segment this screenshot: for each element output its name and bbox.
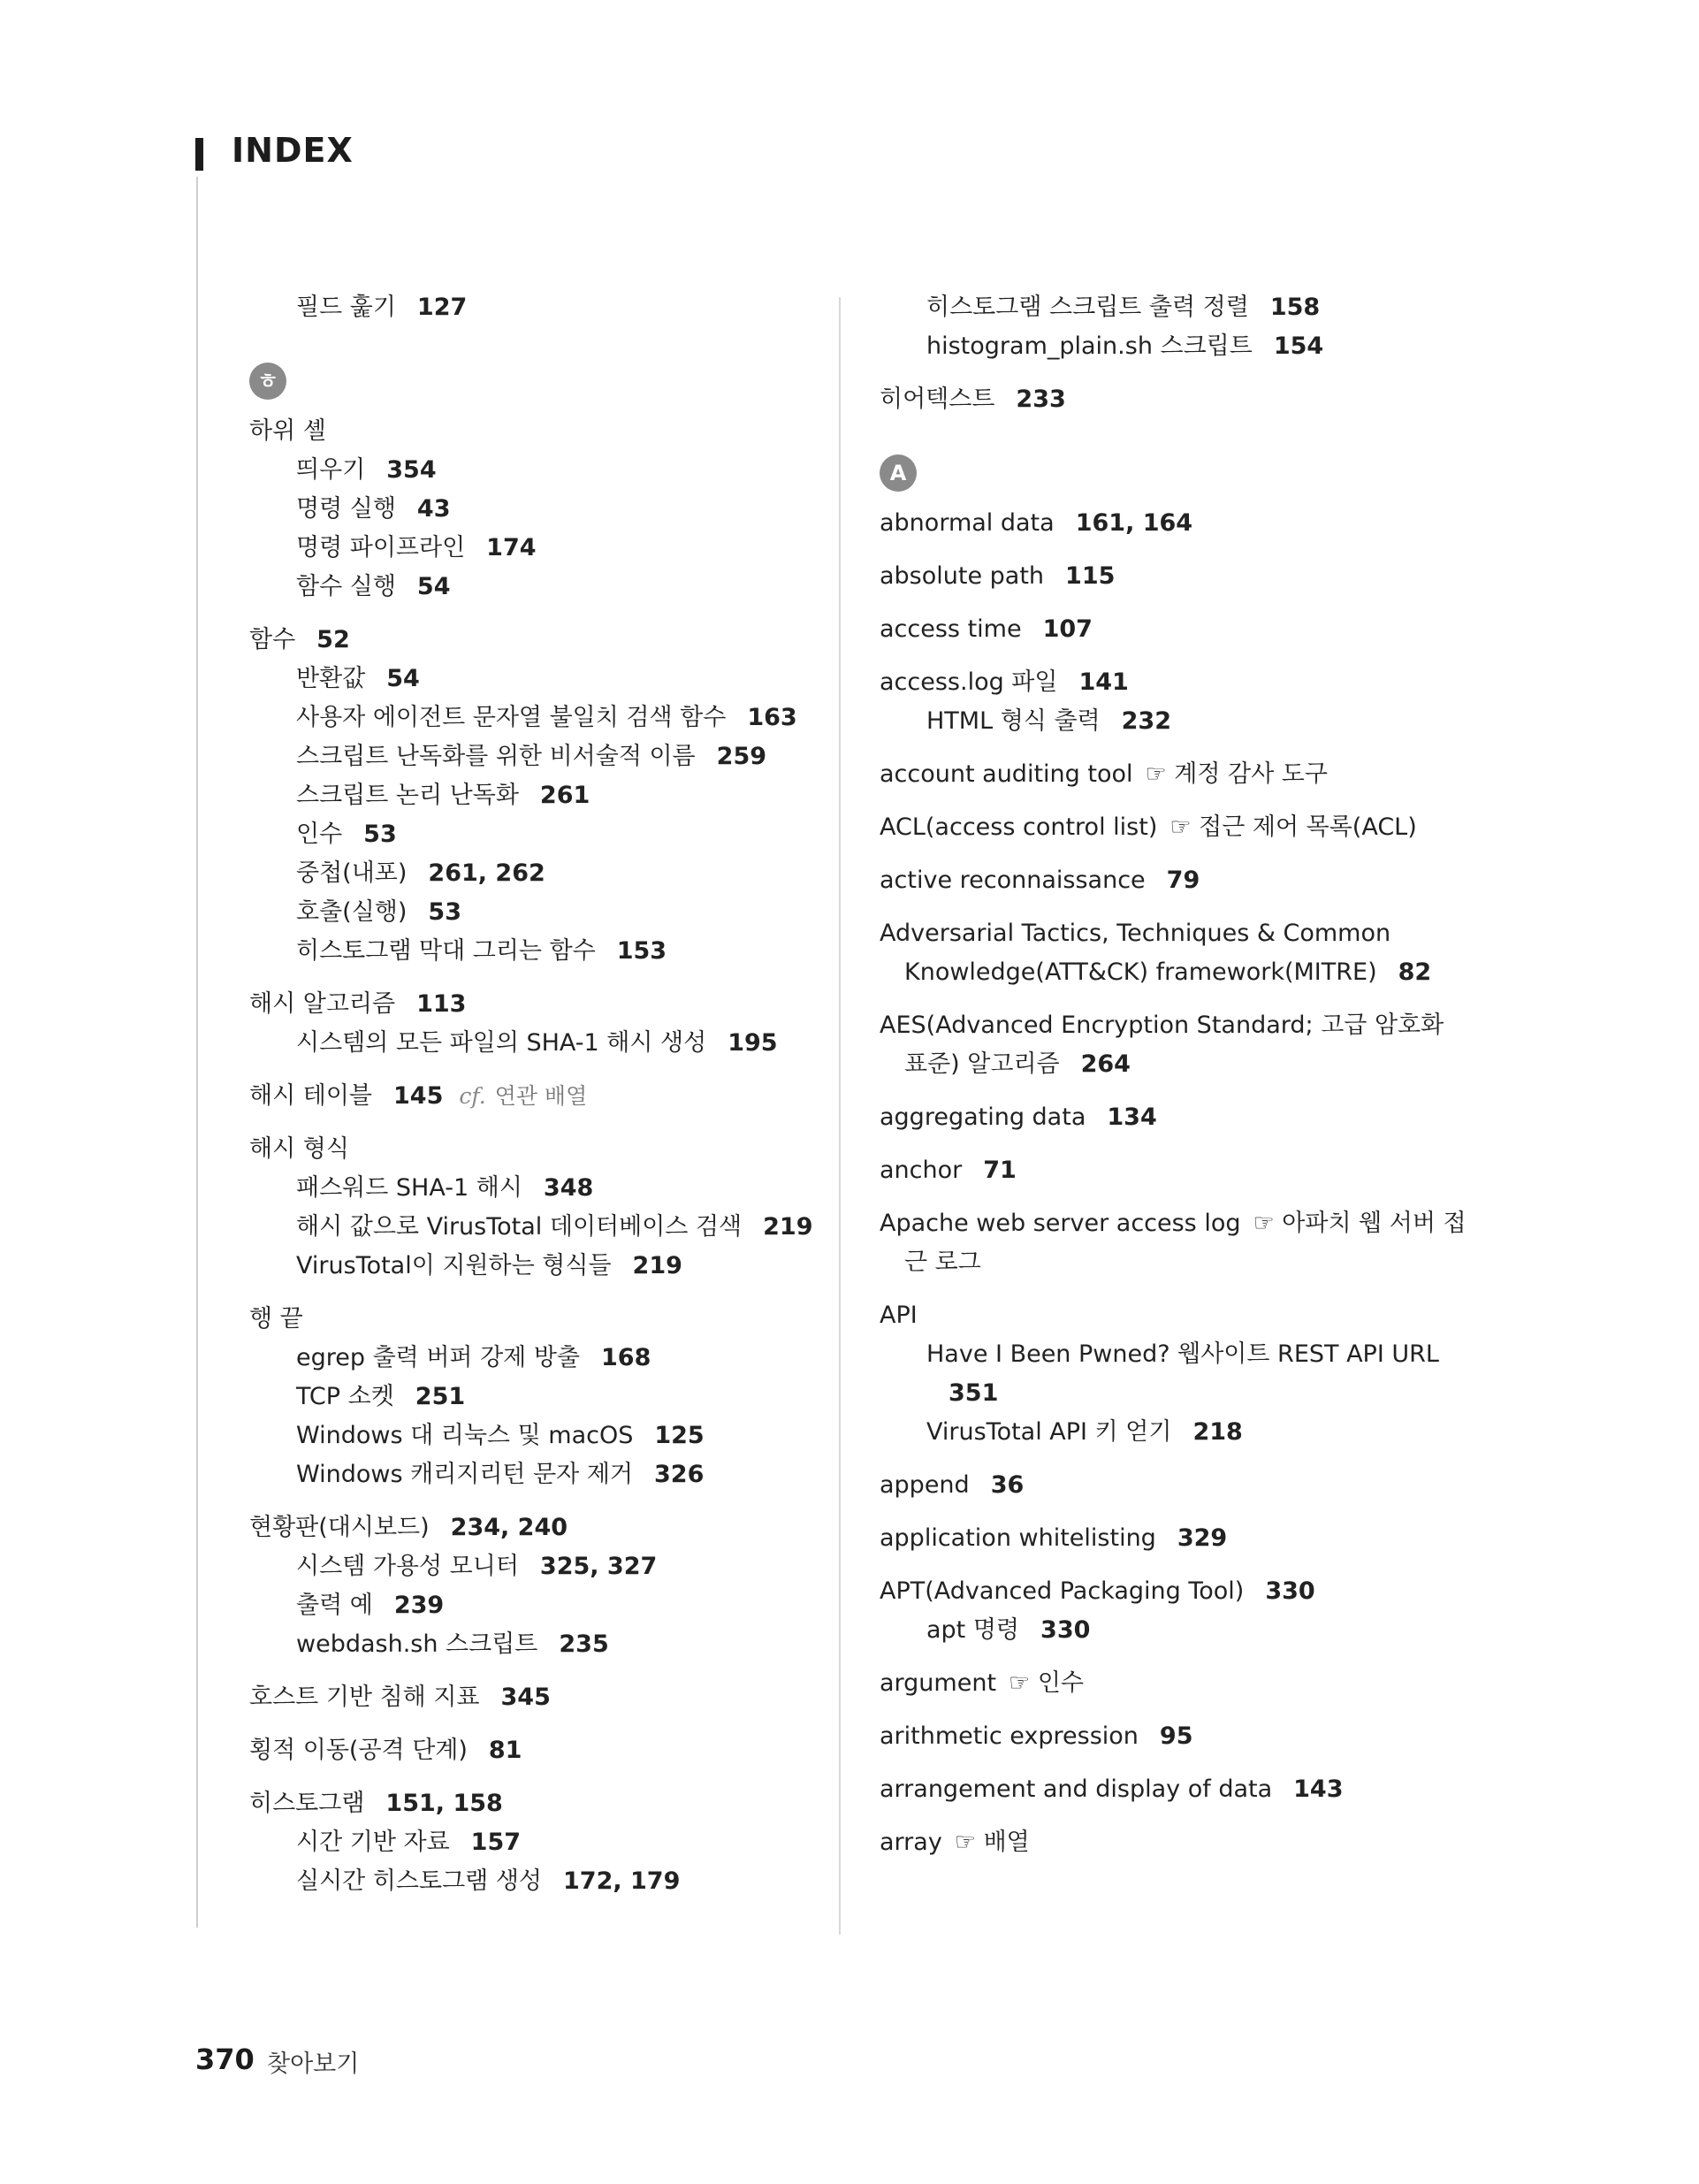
index-entry: abnormal data 161, 164 <box>880 509 1193 537</box>
index-subentry: 히스토그램 막대 그리는 함수 153 <box>296 937 667 965</box>
index-subentry: VirusTotal이 지원하는 형식들 219 <box>296 1252 682 1279</box>
index-subentry: 명령 실행 43 <box>296 495 451 523</box>
index-subentry: Windows 대 리눅스 및 macOS 125 <box>296 1422 705 1449</box>
index-entry: argument ☞ 인수 <box>880 1669 1084 1697</box>
index-subentry: 인수 53 <box>296 821 397 848</box>
index-subentry: 띄우기 354 <box>296 456 437 484</box>
index-subentry: 히스토그램 스크립트 출력 정렬 158 <box>926 294 1321 321</box>
index-column-right <box>880 288 1467 1862</box>
section-letter-badge: A <box>880 454 917 492</box>
index-subentry: 함수 실행 54 <box>296 573 451 600</box>
index-entry: absolute path 115 <box>880 562 1116 590</box>
index-entry: API <box>880 1302 918 1329</box>
index-subentry: webdash.sh 스크립트 235 <box>296 1630 609 1658</box>
index-entry: Adversarial Tactics, Techniques & Common <box>880 920 1391 947</box>
index-entry: arrangement and display of data 143 <box>880 1775 1344 1803</box>
index-entry: Apache web server access log ☞ 아파치 웹 서버 접 <box>880 1210 1467 1237</box>
index-entry: 현황판(대시보드) 234, 240 <box>249 1514 568 1541</box>
index-subentry: 스크립트 논리 난독화 261 <box>296 782 590 809</box>
index-entry: aggregating data 134 <box>880 1103 1157 1131</box>
header-bar <box>195 138 203 171</box>
index-entry: arithmetic expression 95 <box>880 1722 1193 1750</box>
index-subentry: egrep 출력 버퍼 강제 방출 168 <box>296 1344 651 1371</box>
cf-reference: 연관 배열 <box>494 1083 588 1109</box>
index-entry: application whitelisting 329 <box>880 1524 1228 1552</box>
see-reference: ☞ 아파치 웹 서버 접 <box>1253 1210 1467 1237</box>
index-entry: account auditing tool ☞ 계정 감사 도구 <box>880 760 1328 788</box>
index-entry: anchor 71 <box>880 1157 1017 1184</box>
index-subentry: 실시간 히스토그램 생성 172, 179 <box>296 1867 681 1895</box>
index-entry-continuation: Knowledge(ATT&CK) framework(MITRE) 82 <box>904 958 1432 986</box>
index-entry: 횡적 이동(공격 단계) 81 <box>249 1737 522 1764</box>
index-entry: AES(Advanced Encryption Standard; 고급 암호화 <box>880 1012 1444 1039</box>
index-entry-continuation: 근 로그 <box>904 1249 981 1276</box>
see-reference: ☞ 배열 <box>954 1829 1030 1856</box>
index-entry: 함수 52 <box>249 626 350 653</box>
index-subentry: HTML 형식 출력 232 <box>926 707 1172 735</box>
index-entry: 행 끝 <box>249 1305 303 1333</box>
index-entry: ACL(access control list) ☞ 접근 제어 목록(ACL) <box>880 813 1417 841</box>
index-subentry: 사용자 에이전트 문자열 불일치 검색 함수 163 <box>296 704 797 731</box>
see-reference: ☞ 접근 제어 목록(ACL) <box>1169 813 1417 841</box>
index-entry: 해시 테이블 145 cf. 연관 배열 <box>249 1082 588 1110</box>
index-subentry: Windows 캐리지리턴 문자 제거 326 <box>296 1461 705 1488</box>
page-title: INDEX <box>232 131 354 170</box>
column-divider <box>839 297 841 1935</box>
index-entry: 해시 알고리즘 113 <box>249 990 467 1018</box>
index-subentry: 스크립트 난독화를 위한 비서술적 이름 259 <box>296 743 767 770</box>
index-entry: active reconnaissance 79 <box>880 867 1200 894</box>
index-subentry-continuation: 351 <box>949 1379 999 1407</box>
index-entry: APT(Advanced Packaging Tool) 330 <box>880 1577 1315 1605</box>
index-entry: access.log 파일 141 <box>880 668 1129 696</box>
index-entry: 히어텍스트 233 <box>880 386 1066 413</box>
index-subentry: 시스템의 모든 파일의 SHA-1 해시 생성 195 <box>296 1029 778 1057</box>
index-entry: 히스토그램 151, 158 <box>249 1790 503 1817</box>
index-entry: array ☞ 배열 <box>880 1829 1030 1856</box>
index-subentry: histogram_plain.sh 스크립트 154 <box>926 332 1324 360</box>
index-subentry: 반환값 54 <box>296 665 420 692</box>
index-entry-continuation: 표준) 알고리즘 264 <box>904 1050 1131 1078</box>
index-column-left <box>249 288 815 1901</box>
index-subentry: 출력 예 239 <box>296 1592 445 1619</box>
page-number: 370 <box>195 2043 255 2076</box>
index-subentry: 호출(실행) 53 <box>296 898 461 926</box>
index-subentry: Have I Been Pwned? 웹사이트 REST API URL <box>926 1340 1439 1368</box>
index-entry: access time 107 <box>880 615 1093 643</box>
see-reference: ☞ 인수 <box>1009 1669 1084 1697</box>
cf-marker: cf. <box>459 1083 486 1109</box>
index-entry: 하위 셸 <box>249 417 326 445</box>
section-letter-badge: ㅎ <box>249 363 286 400</box>
index-subentry: VirusTotal API 키 얻기 218 <box>926 1418 1243 1446</box>
index-subentry: 중첩(내포) 261, 262 <box>296 859 545 887</box>
index-subentry: 패스워드 SHA-1 해시 348 <box>296 1174 594 1202</box>
index-entry: 호스트 기반 침해 지표 345 <box>249 1684 551 1711</box>
index-subentry: 명령 파이프라인 174 <box>296 534 537 561</box>
index-subentry: apt 명령 330 <box>926 1616 1091 1644</box>
index-entry: append 36 <box>880 1471 1025 1499</box>
index-entry: 해시 형식 <box>249 1135 349 1163</box>
index-subentry: TCP 소켓 251 <box>296 1383 466 1410</box>
see-reference: ☞ 계정 감사 도구 <box>1145 760 1328 788</box>
footer-label: 찾아보기 <box>267 2050 360 2078</box>
index-subentry: 해시 값으로 VirusTotal 데이터베이스 검색 219 <box>296 1213 813 1241</box>
index-subentry: 시스템 가용성 모니터 325, 327 <box>296 1553 658 1580</box>
index-entry: 필드 훑기 127 <box>296 294 468 321</box>
side-rule <box>196 177 198 1928</box>
index-subentry: 시간 기반 자료 157 <box>296 1829 522 1856</box>
